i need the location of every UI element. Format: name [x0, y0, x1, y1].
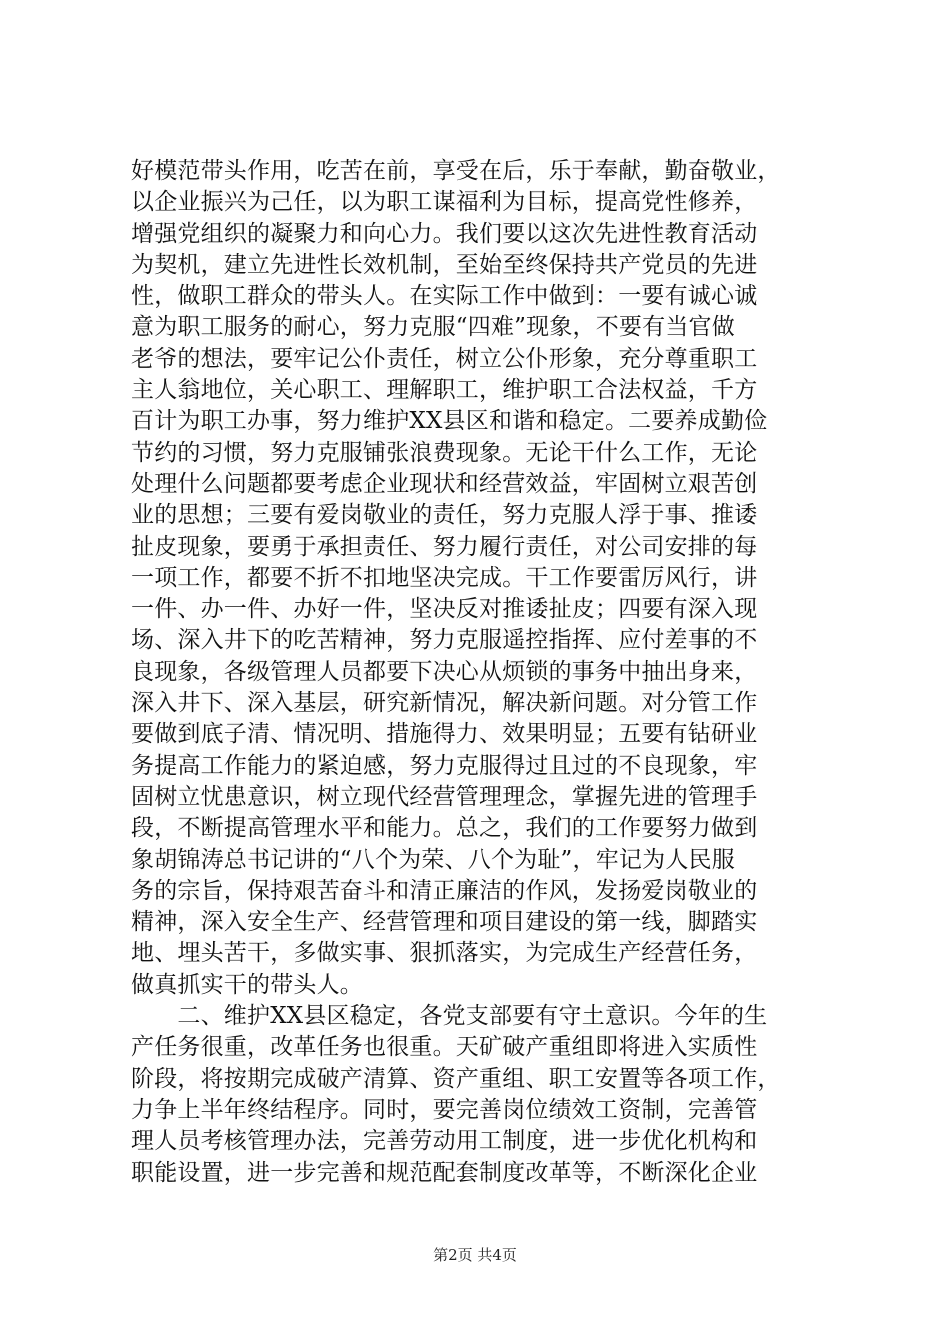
body-text-line: 良现象，各级管理人员都要下决心从烦锁的事务中抽出身来，	[131, 658, 758, 685]
body-text-line: 意为职工服务的耐心，努力克服“四难”现象，不要有当官做	[131, 314, 735, 341]
body-text-line: 以企业振兴为己任，以为职工谋福利为目标，提高党性修养，	[131, 189, 758, 216]
body-text-line: 二、维护XX县区稳定，各党支部要有守土意识。今年的生	[131, 1003, 768, 1030]
body-text-line: 场、深入井下的吃苦精神，努力克服遥控指挥、应付差事的不	[131, 627, 758, 654]
body-text-line: 产任务很重，改革任务也很重。天矿破产重组即将进入实质性	[131, 1034, 758, 1061]
body-text-line: 处理什么问题都要考虑企业现状和经营效益，牢固树立艰苦创	[131, 470, 758, 497]
body-text-line: 性，做职工群众的带头人。在实际工作中做到：一要有诚心诚	[131, 283, 758, 310]
body-text-line: 阶段，将按期完成破产清算、资产重组、职工安置等各项工作，	[131, 1065, 781, 1092]
body-text-line: 要做到底子清、情况明、措施得力、效果明显；五要有钻研业	[131, 721, 758, 748]
body-text-line: 理人员考核管理办法，完善劳动用工制度，进一步优化机构和	[131, 1128, 758, 1155]
body-text-line: 做真抓实干的带头人。	[131, 971, 363, 998]
body-text-line: 深入井下、深入基层，研究新情况，解决新问题。对分管工作	[131, 690, 758, 717]
body-text-line: 力争上半年终结程序。同时，要完善岗位绩效工资制，完善管	[131, 1096, 758, 1123]
body-text-line: 节约的习惯，努力克服铺张浪费现象。无论干什么工作，无论	[131, 439, 758, 466]
body-text-line: 为契机，建立先进性长效机制，至始至终保持共产党员的先进	[131, 251, 758, 278]
page-footer: 第2页 共4页	[433, 1246, 517, 1264]
body-text-line: 地、埋头苦干，多做实事、狠抓落实，为完成生产经营任务，	[131, 940, 758, 967]
body-text-line: 固树立忧患意识，树立现代经营管理理念，掌握先进的管理手	[131, 783, 758, 810]
body-text-line: 增强党组织的凝聚力和向心力。我们要以这次先进性教育活动	[131, 220, 758, 247]
body-text-line: 一项工作，都要不折不扣地坚决完成。干工作要雷厉风行，讲	[131, 564, 758, 591]
document-body	[131, 156, 831, 1189]
body-text-line: 主人翁地位，关心职工、理解职工，维护职工合法权益，千方	[131, 377, 758, 404]
body-text-line: 扯皮现象，要勇于承担责任、努力履行责任，对公司安排的每	[131, 533, 758, 560]
body-text-line: 务的宗旨，保持艰苦奋斗和清正廉洁的作风，发扬爱岗敬业的	[131, 877, 758, 904]
body-text-line: 象胡锦涛总书记讲的“八个为荣、八个为耻”，牢记为人民服	[131, 846, 735, 873]
body-text-line: 百计为职工办事，努力维护XX县区和谐和稳定。二要养成勤俭	[131, 408, 768, 435]
body-text-line: 业的思想；三要有爱岗敬业的责任，努力克服人浮于事、推诿	[131, 502, 758, 529]
body-text-line: 老爷的想法，要牢记公仆责任，树立公仆形象，充分尊重职工	[131, 345, 758, 372]
body-text-line: 段，不断提高管理水平和能力。总之，我们的工作要努力做到	[131, 815, 758, 842]
body-text-line: 一件、办一件、办好一件，坚决反对推诿扯皮；四要有深入现	[131, 596, 758, 623]
body-text-line: 精神，深入安全生产、经营管理和项目建设的第一线，脚踏实	[131, 909, 758, 936]
body-text-line: 好模范带头作用，吃苦在前，享受在后，乐于奉献，勤奋敬业，	[131, 158, 781, 184]
body-text-line: 务提高工作能力的紧迫感，努力克服得过且过的不良现象，牢	[131, 752, 758, 779]
body-text-line: 职能设置，进一步完善和规范配套制度改革等，不断深化企业	[131, 1159, 758, 1186]
